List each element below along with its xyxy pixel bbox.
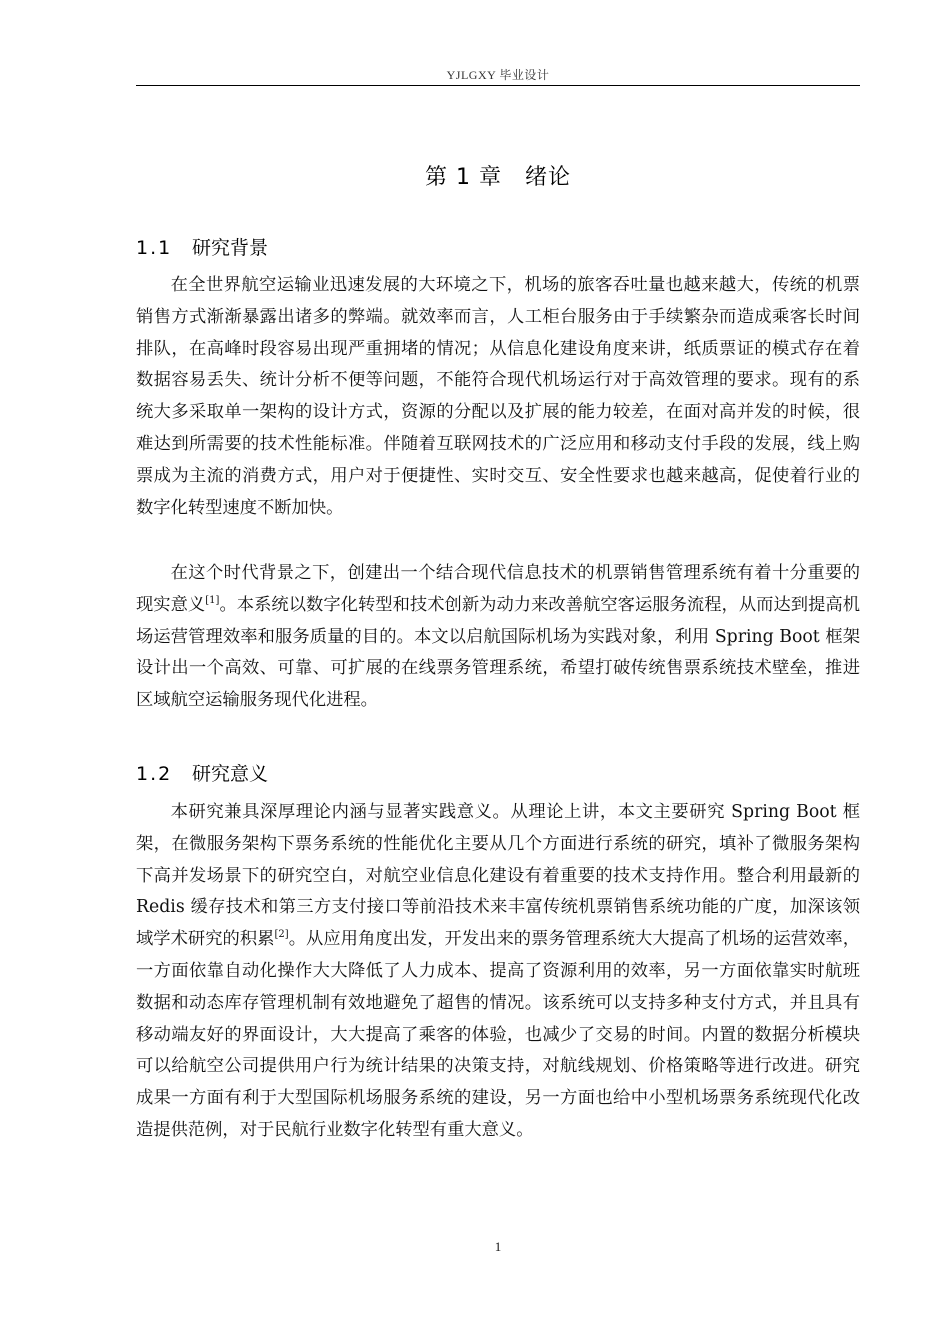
paragraph-background-1: 在全世界航空运输业迅速发展的大环境之下，机场的旅客吞吐量也越来越大，传统的机票销售方式渐渐暴露出诸多的弊端。就效率而言，人工柜台服务由于手续繁杂而造成乘客长时间排队，在高峰时段容易出现严重拥堵的情况；从信息化建设角度来讲，纸质票证的模式存在着数据容易丢失、统计分析不便等问题，不能符合现代机场运行对于高效管理的要求。现有的系统大多采取单一架构的设计方式，资源的分配以及扩展的能力较差，在面对高并发的时候，很难达到所需要的技术性能标准。伴随着互联网技术的广泛应用和移动支付手段的发展，线上购票成为主流的消费方式，用户对于便捷性、实时交互、安全性要求也越来越高，促使着行业的数字化转型速度不断加快。	[136, 275, 860, 518]
chapter-title: 第 1 章 绪论	[425, 165, 571, 190]
section-number: 1.1	[136, 237, 173, 259]
page-number: 1	[494, 1239, 502, 1254]
paragraph-text: 在这个时代背景之下，创建出一个结合现代信息技术的机票销售管理系统有着十分重要的现实意义	[136, 563, 860, 615]
section-title: 研究意义	[192, 763, 269, 785]
citation-ref-1[interactable]: [1]	[205, 594, 220, 606]
section-number: 1.2	[136, 763, 173, 785]
citation-ref-2[interactable]: [2]	[274, 929, 289, 941]
running-header: YJLGXY 毕业设计	[446, 68, 550, 82]
paragraph-significance-1	[136, 797, 860, 1147]
paragraph-background-2	[136, 558, 860, 717]
section-heading-1-2	[136, 759, 268, 786]
paragraph-text: 。从应用角度出发，开发出来的票务管理系统大大提高了机场的运营效率，一方面依靠自动化操作大大降低了人力成本、提高了资源利用的效率，另一方面依靠实时航班数据和动态库存管理机制有效地避免了超售的情况。该系统可以支持多种支付方式，并且具有移动端友好的界面设计，大大提高了乘客的体验，也减少了交易的时间。内置的数据分析模块可以给航空公司提供用户行为统计结果的决策支持，对航线规划、价格策略等进行改进。研究成果一方面有利于大型国际机场服务系统的建设，另一方面也给中小型机场票务系统现代化改造提供范例，对于民航行业数字化转型有重大意义。	[136, 929, 860, 1140]
paragraph-text: 本研究兼具深厚理论内涵与显著实践意义。从理论上讲，本文主要研究 Spring Boot 框架，在微服务架构下票务系统的性能优化主要从几个方面进行系统的研究，填补了微服务架构下高并发场景下的研究空白，对航空业信息化建设有着重要的技术支持作用。整合利用最新的 Redis 缓存技术和第三方支付接口等前沿技术来丰富传统机票销售系统功能的广度，加深该领域学术研究的积累	[136, 802, 860, 950]
section-title: 研究背景	[192, 237, 269, 259]
section-heading-1-1	[136, 233, 268, 260]
header-divider	[136, 85, 860, 86]
paragraph-text: 。本系统以数字化转型和技术创新为动力来改善航空客运服务流程，从而达到提高机场运营管理效率和服务质量的目的。本文以启航国际机场为实践对象，利用 Spring Boot 框架设计出一个高效、可靠、可扩展的在线票务管理系统，希望打破传统售票系统技术壁垒，推进区域航空运输服务现代化进程。	[136, 594, 860, 711]
